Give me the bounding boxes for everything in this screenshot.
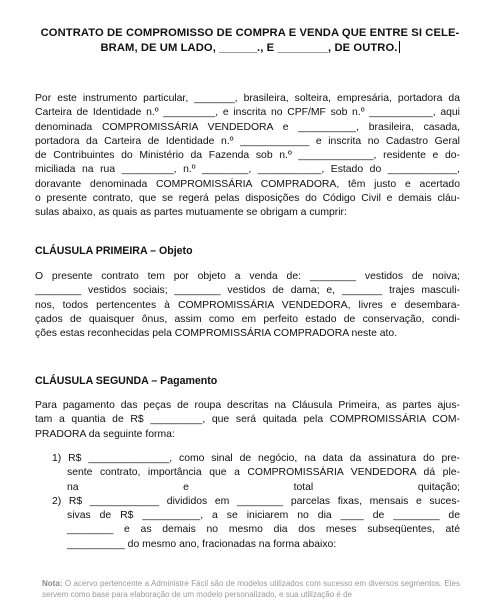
text-cursor bbox=[399, 41, 400, 53]
clause-1-line: ________ vestidos sociais; ________ vestidos de dama; e, _______ trajes masculi- bbox=[35, 285, 460, 297]
clause-1-line: O presente contrato tem por objeto a venda de: ________ vestidos de noiva; bbox=[35, 271, 460, 282]
payment-items bbox=[52, 452, 460, 552]
payment-item-line: __________ do mesmo ano, fracionadas na forma abaixo: bbox=[67, 538, 337, 550]
preamble-line: miciliada na rua _________, n.º ________, ___________, Estado do ____________, bbox=[35, 164, 460, 176]
payment-item-line: na e total quitação; bbox=[67, 481, 460, 493]
preamble-line: de Contribuintes do Ministério da Fazenda sob n.º _____________, residente e do- bbox=[35, 150, 460, 162]
payment-item-line: 1) R$ ______________, como sinal de negócio, na data da assinatura do pre- bbox=[52, 453, 460, 464]
note-text: O acervo pertencente a Administre Fácil são de modelos utilizados com sucesso em diversos segmentos. Eles servem como base para elaboração de um modelo personalizado, e sua utilização é de bbox=[42, 579, 460, 599]
footer-note bbox=[42, 578, 460, 600]
clause-2-line: PRADORA da seguinte forma: bbox=[35, 428, 175, 440]
clause-2-line: tam a quantia de R$ _________, que será quitada pela COMPROMISSÁRIA COM- bbox=[35, 414, 460, 426]
clause-1-line: ções estas reconhecidas pela COMPROMISSÁRIA COMPRADORA neste ato. bbox=[35, 328, 398, 340]
preamble-line: denominada COMPROMISSÁRIA VENDEDORA e __________, brasileira, casada, bbox=[35, 121, 460, 133]
payment-item-line: sente contrato, importância que a COMPROMISSÁRIA VENDEDORA dá ple- bbox=[67, 467, 460, 479]
preamble-line: doravante denominada COMPROMISSÁRIA COMPRADORA, têm justo e acertado bbox=[35, 178, 460, 190]
payment-item-line: 2) R$ ____________ divididos em ________ parcelas fixas, mensais e suces- bbox=[52, 495, 460, 507]
preamble-line: o presente contrato, que se regerá pelas disposições do Código Civil e demais cláu- bbox=[35, 193, 460, 205]
clause-1-line: çados de quaisquer ônus, assim como em perfeito estado de conservação, condi- bbox=[35, 313, 460, 325]
clause-1-heading: CLÁUSULA PRIMEIRA – Objeto bbox=[35, 245, 193, 257]
title-line-2: BRAM, DE UM LADO, ______., E ________, DE OUTRO. bbox=[100, 42, 398, 54]
payment-item-line: ________ e as demais no mesmo dia dos meses subseqüentes, até bbox=[67, 524, 460, 536]
payment-item-line: sivas de R$ __________, a se iniciarem no dia ____ de ________ de bbox=[67, 510, 460, 522]
clause-1-line: nos, todos pertencentes à COMPROMISSÁRIA VENDEDORA, livres e desembara- bbox=[35, 299, 460, 311]
clause-1-paragraph bbox=[35, 270, 460, 341]
preamble-line: Por este instrumento particular, _______, brasileira, solteira, empresária, portadora da bbox=[35, 93, 460, 104]
preamble-line: portadora da Carteira de Identidade n.º ____________ e inscrita no Cadastro Geral bbox=[35, 135, 460, 147]
title-line-1: CONTRATO DE COMPROMISSO DE COMPRA E VENDA QUE ENTRE SI CELE- bbox=[40, 27, 460, 39]
clause-2-line: Para pagamento das peças de roupa descritas na Cláusula Primeira, as partes ajus- bbox=[35, 400, 460, 411]
preamble-line: Carteira de Identidade n.º _________, e inscrita no CPF/MF sob n.º ___________, aqui bbox=[35, 107, 460, 119]
clause-2-heading: CLÁUSULA SEGUNDA – Pagamento bbox=[35, 375, 218, 387]
contract-title bbox=[30, 26, 470, 56]
preamble-line: sulas abaixo, as quais as partes mutuamente se obrigam a cumprir: bbox=[35, 207, 347, 219]
preamble-paragraph bbox=[35, 92, 460, 221]
note-label: Nota: bbox=[42, 579, 63, 588]
clause-2-paragraph bbox=[35, 399, 460, 442]
